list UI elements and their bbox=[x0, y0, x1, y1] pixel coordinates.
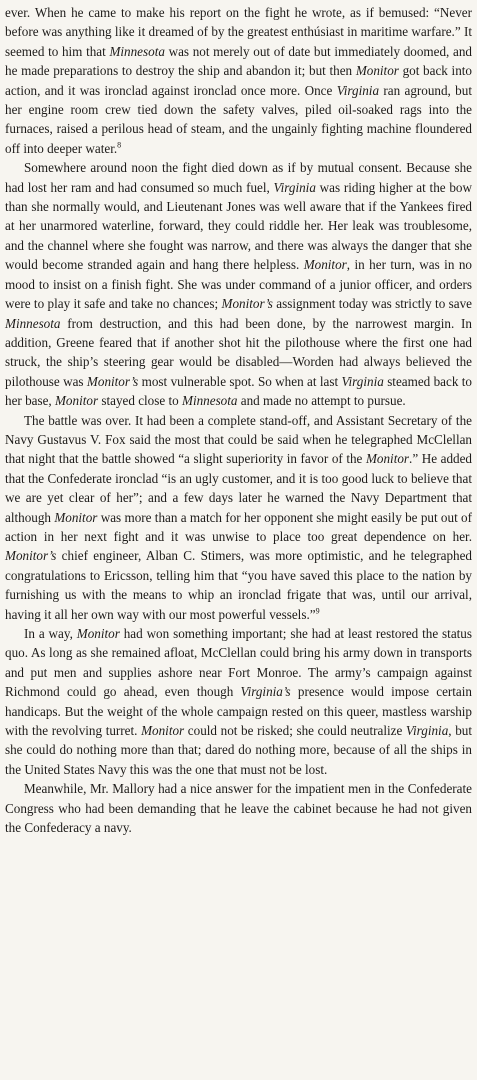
footnote-marker: 9 bbox=[315, 606, 320, 616]
text-run: ran aground, but her engine room crew tied down the safety valves, piled oil-soaked rags into the furnaces, raised a perilous head of steam, and the ungainly fighting machine floundered off into deeper water. bbox=[5, 82, 472, 156]
text-run: and made no attempt to pursue. bbox=[237, 393, 406, 409]
italic-text: Virginia bbox=[405, 723, 449, 739]
text-run: ever. When he came to make his report on the fight he wrote, as if bemused: “Never before was anything like it dreamed of by the greatest enthúsiast in maritime warfare.” It seemed to him that bbox=[5, 5, 472, 59]
paragraph bbox=[5, 779, 472, 837]
footnote-marker: 8 bbox=[117, 140, 122, 150]
italic-text: Virginia bbox=[273, 179, 316, 195]
text-run: was riding higher at the bow than she normally would, and Lieutenant Jones was well aware that if the Yankees fired at her unarmored waterline, forward, they could riddle her. Her leak was troublesome, and the channel where she fought was narrow, and there was always the danger that she would become stranded again and hang there helpless. bbox=[5, 179, 472, 273]
italic-text: Monitor bbox=[141, 723, 185, 739]
italic-text: Minnesota bbox=[182, 393, 238, 409]
italic-text: Virginia bbox=[341, 373, 384, 389]
italic-text: Virginia bbox=[336, 82, 380, 98]
italic-text: Monitor bbox=[365, 451, 410, 467]
italic-text: Monitor bbox=[76, 626, 120, 641]
italic-text: Monitor bbox=[54, 509, 98, 525]
italic-text: Virginia’s bbox=[240, 684, 291, 700]
text-run: , in her turn, was in no mood to insist on a finish fight. She was under command of a junior officer, and orders were to play it safe and take no chances; bbox=[5, 257, 472, 312]
italic-text: Minnesota bbox=[109, 43, 165, 59]
text-run: was not merely out of date but immediately doomed, and he made preparations to destroy the ship and abandon it; but then bbox=[5, 43, 472, 79]
text-run: steamed back to her base, bbox=[5, 373, 473, 409]
text-run: from destruction, and this had been done, by the narrowest margin. In addition, Greene feared that if another shot hit the pilothouse where the first one had struck, the ship’s steering gear would be disabled—Worden had always believed the pilothouse was bbox=[5, 315, 472, 389]
italic-text: Minnesota bbox=[5, 315, 61, 331]
text-run: The battle was over. It had been a complete stand-off, and Assistant Secretary of the Navy Gustavus V. Fox said the most that could be said when he telegraphed McClellan that night that the battle showed “a slight superiority in favor of the bbox=[5, 412, 472, 467]
text-run: , but she could do nothing more than that; dared do nothing more, because of all the ships in the United States Navy this was the one that must not be lost. bbox=[5, 723, 472, 777]
paragraph bbox=[5, 624, 472, 779]
text-run: had won something important; she had at least restored the status quo. As long as she remained afloat, McClellan could bring his army down in transports and put men and supplies ashore near Fort Monroe. The army’s campaign against Richmond could go ahead, even though bbox=[5, 626, 472, 700]
text-run: got back into action, and it was ironclad against ironclad once more. Once bbox=[5, 63, 472, 98]
text-run: Meanwhile, Mr. Mallory had a nice answer for the impatient men in the Confederate Congress who had been demanding that he leave the cabinet because he had not given the Confederacy a navy. bbox=[5, 781, 472, 836]
text-run: .” He added that the Confederate ironclad “is an ugly customer, and it is too good luck to believe that we are yet clear of her”; and a few days later he warned the Navy Department that although bbox=[5, 451, 472, 525]
text-run: presence would impose certain handicaps. But the weight of the whole campaign rested on this queer, mastless warship with the revolving turret. bbox=[5, 684, 472, 739]
text-run: In a way, bbox=[24, 626, 77, 641]
italic-text: Monitor bbox=[355, 63, 399, 79]
paragraph bbox=[5, 3, 472, 158]
paragraph bbox=[5, 158, 472, 410]
italic-text: Monitor bbox=[54, 393, 99, 409]
text-run: could not be risked; she could neutralize bbox=[184, 723, 406, 739]
text-run: was more than a match for her opponent she might easily be put out of action in her next fight and it was unwise to place too great dependence on her. bbox=[5, 509, 472, 544]
italic-text: Monitor bbox=[303, 257, 347, 273]
text-run: most vulnerable spot. So when at last bbox=[138, 373, 342, 389]
paragraph bbox=[5, 411, 472, 624]
text-run: Somewhere around noon the fight died down as if by mutual consent. Because she had lost her ram and had consumed so much fuel, bbox=[5, 160, 472, 195]
italic-text: Monitor’s bbox=[5, 548, 57, 564]
body-text bbox=[5, 3, 472, 837]
text-run: assignment today was strictly to save bbox=[272, 296, 472, 312]
text-run: chief engineer, Alban C. Stimers, was more optimistic, and he telegraphed congratulations to Ericsson, telling him that “you have saved this place to the nation by furnishing us with the means to whip an ironclad frigate that was, until our arrival, having it all her own way with our most powerful vessels.” bbox=[5, 548, 472, 622]
italic-text: Monitor’s bbox=[86, 373, 139, 389]
text-run: stayed close to bbox=[98, 393, 182, 409]
italic-text: Monitor’s bbox=[221, 296, 273, 312]
